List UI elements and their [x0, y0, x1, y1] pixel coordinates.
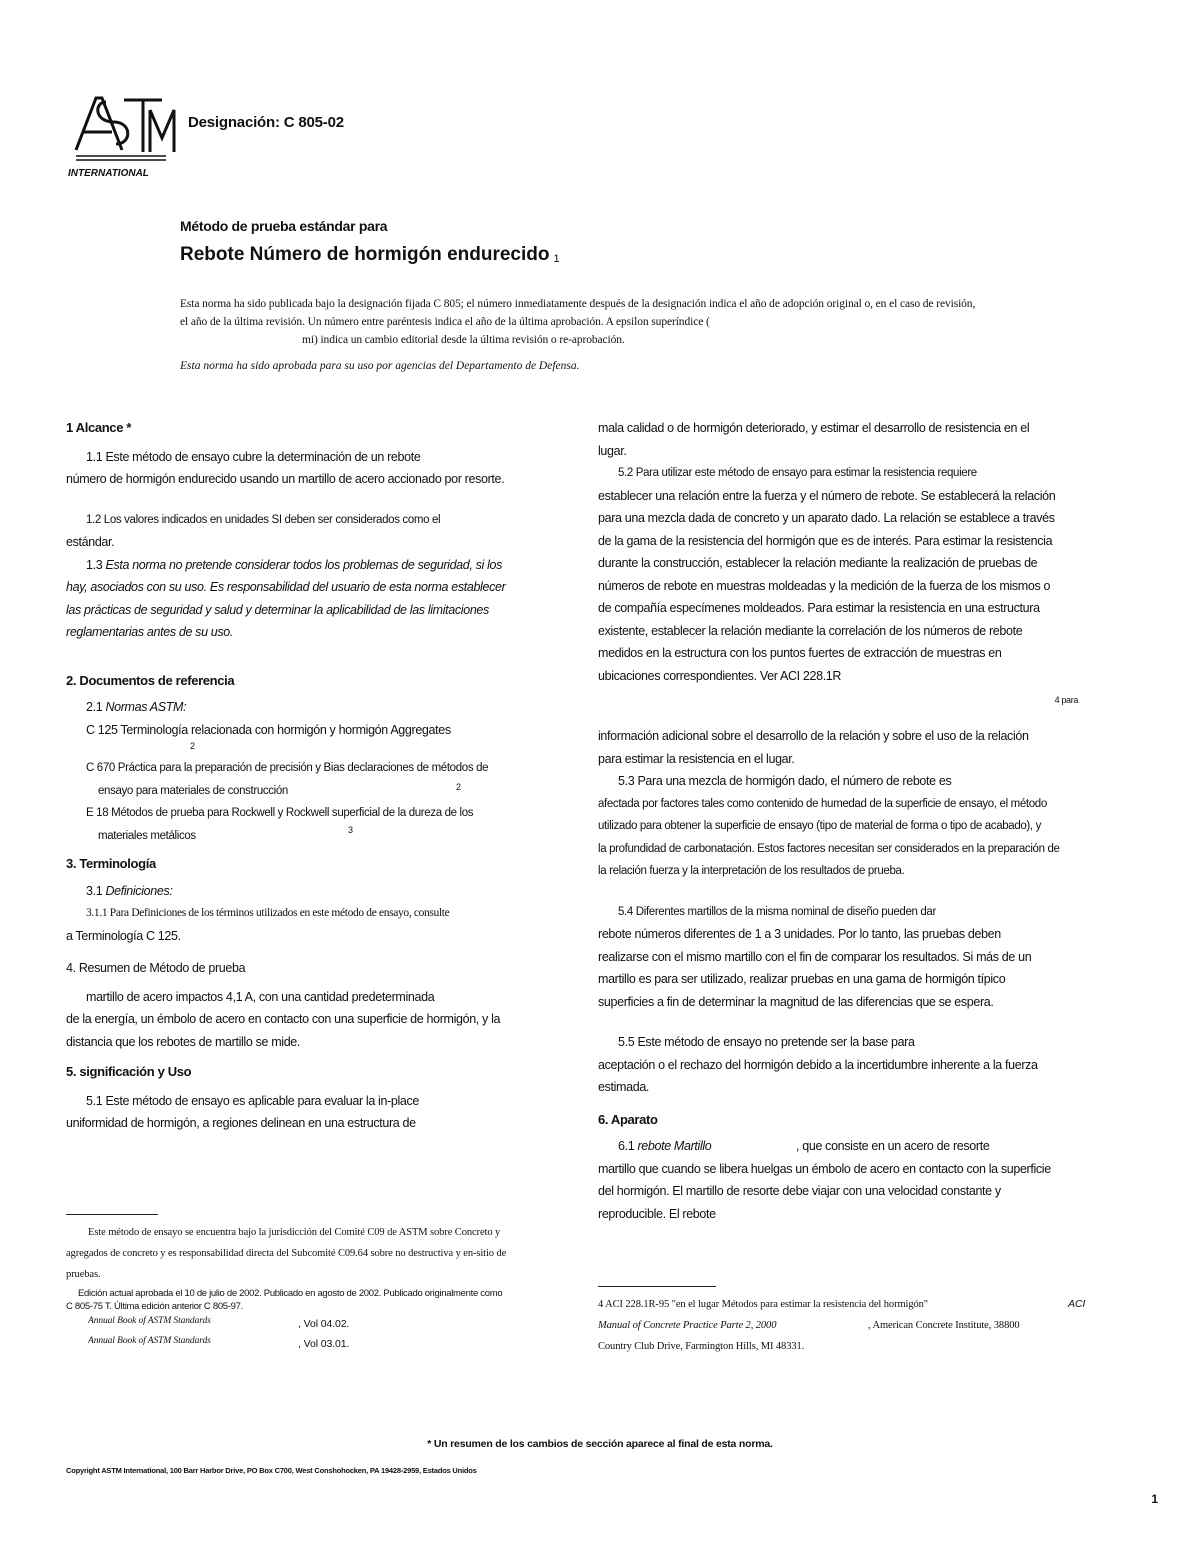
page-number: 1 [1151, 1492, 1158, 1506]
right-line-1: mala calidad o de hormigón deteriorado, y estimar el desarrollo de resistencia en el [598, 421, 1030, 435]
para-5-1: 5.1 Este método de ensayo es aplicable para evaluar la in-place [86, 1093, 420, 1108]
para-5-2-f: números de rebote en muestras moldeadas y la medición de la fuerza de los mismos o [598, 578, 1051, 593]
para-5-3: 5.3 Para una mezcla de hormigón dado, el número de rebote es [618, 774, 952, 788]
para-5-2-i: medidos en la estructura con los puntos fuertes de extracción de muestras en [598, 646, 1002, 660]
section-4-heading: 4. Resumen de Método de prueba [66, 961, 246, 975]
para-5-3-d: la profundidad de carbonatación. Estos factores necesitan ser considerados en la preparación de [598, 842, 1060, 855]
para-5-2-m: para estimar la resistencia en el lugar. [598, 751, 795, 766]
std-note-line-2: el año de la última revisión. Un número entre paréntesis indica el año de la última aprobación. A epsilon superíndice ( [180, 316, 710, 328]
footnote-3: Annual Book of ASTM Standards , Vol 03.01. [88, 1336, 350, 1350]
dod-approval-note: Esta norma ha sido aprobada para su uso por agencias del Departamento de Defensa. [180, 360, 580, 372]
left-footnote-rule [66, 1214, 158, 1215]
para-1-3-line-c: las prácticas de seguridad y salud y determinar la aplicabilidad de las limitaciones [66, 602, 489, 617]
para-5-5-b: aceptación o el rechazo del hormigón debido a la incertidumbre inherente a la fuerza [598, 1057, 1038, 1072]
edition-note-line-b: C 805-75 T. Última edición anterior C 805-97. [66, 1301, 243, 1312]
para-5-2-h: existente, establecer la relación mediante la correlación de los números de rebote [598, 623, 1023, 638]
edition-note-line-a: Edición actual aprobada el 10 de julio de 2002. Publicado en agosto de 2002. Publicado originalmente como [78, 1288, 503, 1299]
para-1-3-line-b: hay, asociados con su uso. Es responsabilidad del usuario de esta norma establecer [66, 580, 506, 594]
para-5-4-d: martillo es para ser utilizado, realizar pruebas en una gama de hormigón típico [598, 972, 1006, 986]
std-note-line-1: Esta norma ha sido publicada bajo la designación fijada C 805; el número inmediatamente después de la designación indica el año de adopción original o, en el caso de revisión, [180, 298, 976, 310]
para-4-1: martillo de acero impactos 4,1 A, con una cantidad predeterminada [86, 989, 435, 1004]
para-5-3-b: afectada por factores tales como contenido de humedad de la superficie de ensayo, el método [598, 797, 1047, 810]
footnote-1-line-c: pruebas. [66, 1269, 101, 1280]
footnote-4-line-c: Country Club Drive, Farmington Hills, MI 48331. [598, 1341, 805, 1352]
para-5-3-c: utilizado para obtener la superficie de ensayo (tipo de material de forma o tipo de acabado), y [598, 820, 1042, 832]
ref-c670-cont: ensayo para materiales de construcción 2 [98, 781, 461, 797]
para-6-1: 6.1 rebote Martillo , que consiste en un acero de resorte [618, 1139, 990, 1153]
para-5-2-g: de compañía especímenes moldeados. Para estimar la resistencia en una estructura [598, 601, 1040, 615]
para-1-1: 1.1 Este método de ensayo cubre la determinación de un rebote [86, 449, 421, 464]
para-5-2-ref: 4 para [1054, 695, 1078, 705]
astm-logo [66, 92, 176, 182]
para-5-2-b: establecer una relación entre la fuerza y el número de rebote. Se establecerá la relación [598, 488, 1056, 503]
title-footnote-ref: 1 [553, 253, 560, 265]
para-1-3-line-d: reglamentarias antes de su uso. [66, 625, 234, 639]
para-5-2: 5.2 Para utilizar este método de ensayo para estimar la resistencia requiere [618, 467, 977, 479]
document-title [180, 244, 560, 266]
para-5-2-l: información adicional sobre el desarrollo de la relación y sobre el uso de la relación [598, 729, 1029, 743]
para-5-2-c: para una mezcla dada de concreto y un aparato dado. La relación se establece a través [598, 511, 1055, 525]
para-4-1-line-b: de la energía, un émbolo de acero en contacto con una superficie de hormigón, y la [66, 1012, 501, 1026]
right-footnote-rule [598, 1286, 716, 1287]
section-2-heading: 2. Documentos de referencia [66, 672, 235, 688]
document-subtitle: Método de prueba estándar para [180, 218, 388, 234]
left-column [66, 417, 596, 1135]
section-3-heading: 3. Terminología [66, 856, 156, 871]
para-3-1-1: 3.1.1 Para Definiciones de los términos utilizados en este método de ensayo, consulte [86, 907, 450, 919]
designation: Designación: C 805-02 [188, 114, 344, 131]
para-5-5: 5.5 Este método de ensayo no pretende ser la base para [618, 1035, 915, 1049]
para-5-4: 5.4 Diferentes martillos de la misma nominal de diseño pueden dar [618, 905, 936, 918]
para-5-2-j: ubicaciones correspondientes. Ver ACI 228.1R [598, 668, 842, 683]
svg-text:INTERNATIONAL: INTERNATIONAL [68, 168, 149, 179]
ref-e18: E 18 Métodos de prueba para Rockwell y Rockwell superficial de la dureza de los [86, 807, 474, 819]
std-note-line-3: mi) indica un cambio editorial desde la última revisión o re-aprobación. [302, 334, 625, 346]
para-2-1: 2.1 Normas ASTM: [86, 700, 187, 714]
summary-of-changes-note: * Un resumen de los cambios de sección aparece al final de esta norma. [427, 1438, 773, 1450]
left-footnotes [66, 1222, 600, 1285]
para-6-1-c: del hormigón. El martillo de resorte debe viajar con una velocidad constante y [598, 1184, 1001, 1198]
copyright: Copyright ASTM International, 100 Barr Harbor Drive, PO Box C700, West Conshohocken, PA 19428-2959, Estados Unidos [66, 1466, 477, 1475]
para-1-2: 1.2 Los valores indicados en unidades SI deben ser considerados como el [86, 513, 441, 526]
para-5-2-d: de la gama de la resistencia del hormigón que es de interés. Para estimar la resistencia [598, 533, 1053, 548]
para-5-3-e: la relación fuerza y la interpretación de los resultados de prueba. [598, 865, 905, 877]
para-5-2-e: durante la construcción, establecer la relación mediante la realización de pruebas de [598, 556, 1038, 570]
right-line-2: lugar. [598, 443, 627, 458]
para-5-4-c: realizarse con el mismo martillo con el fin de comparar los resultados. Si más de un [598, 949, 1032, 964]
section-6-heading: 6. Aparato [598, 1111, 658, 1127]
footnote-4 [598, 1294, 1098, 1357]
footnote-2: Annual Book of ASTM Standards , Vol 04.02. [88, 1316, 350, 1330]
footnote-1: Este método de ensayo se encuentra bajo la jurisdicción del Comité C09 de ASTM sobre Concreto y [88, 1227, 501, 1238]
para-5-1-cont: uniformidad de hormigón, a regiones delinean en una estructura de [66, 1116, 416, 1130]
ref-e18-cont: materiales metálicos 3 [98, 824, 353, 842]
para-6-1-d: reproducible. El rebote [598, 1206, 716, 1221]
para-1-3: 1.3 Esta norma no pretende considerar todos los problemas de seguridad, si los [86, 557, 503, 572]
ref-c670: C 670 Práctica para la preparación de precisión y Bias declaraciones de métodos de [86, 762, 489, 774]
footnote-4-line-a: 4 ACI 228.1R-95 "en el lugar Métodos para estimar la resistencia del hormigón" ACI [598, 1298, 1086, 1310]
para-3-1-1-cont: a Terminología C 125. [66, 928, 181, 943]
para-5-4-e: superficies a fin de determinar la magnitud de las diferencias que se espera. [598, 994, 994, 1009]
footnote-1-line-b: agregados de concreto y es responsabilidad directa del Subcomité C09.64 sobre no destructiva y en-sitio de [66, 1248, 507, 1259]
footnote-4-line-b: Manual of Concrete Practice Parte 2, 2000 , American Concrete Institute, 38800 [598, 1320, 1020, 1331]
para-5-5-c: estimada. [598, 1080, 650, 1094]
section-5-heading: 5. significación y Uso [66, 1064, 192, 1079]
ref-c125: C 125 Terminología relacionada con hormigón y hormigón Aggregates 2 [86, 722, 451, 751]
right-column [598, 417, 1158, 1225]
para-1-2-cont: estándar. [66, 535, 115, 549]
section-1-heading: 1 Alcance * [66, 420, 132, 435]
title-text: Rebote Número de hormigón endurecido [180, 244, 550, 265]
para-6-1-b: martillo que cuando se libera huelgas un émbolo de acero en contacto con la superficie [598, 1161, 1051, 1176]
para-4-1-line-c: distancia que los rebotes de martillo se mide. [66, 1034, 301, 1049]
para-5-4-b: rebote números diferentes de 1 a 3 unidades. Por lo tanto, las pruebas deben [598, 927, 1001, 941]
para-1-1-cont: número de hormigón endurecido usando un martillo de acero accionado por resorte. [66, 472, 505, 486]
standard-note [180, 295, 1060, 349]
para-3-1: 3.1 Definiciones: [86, 883, 173, 898]
